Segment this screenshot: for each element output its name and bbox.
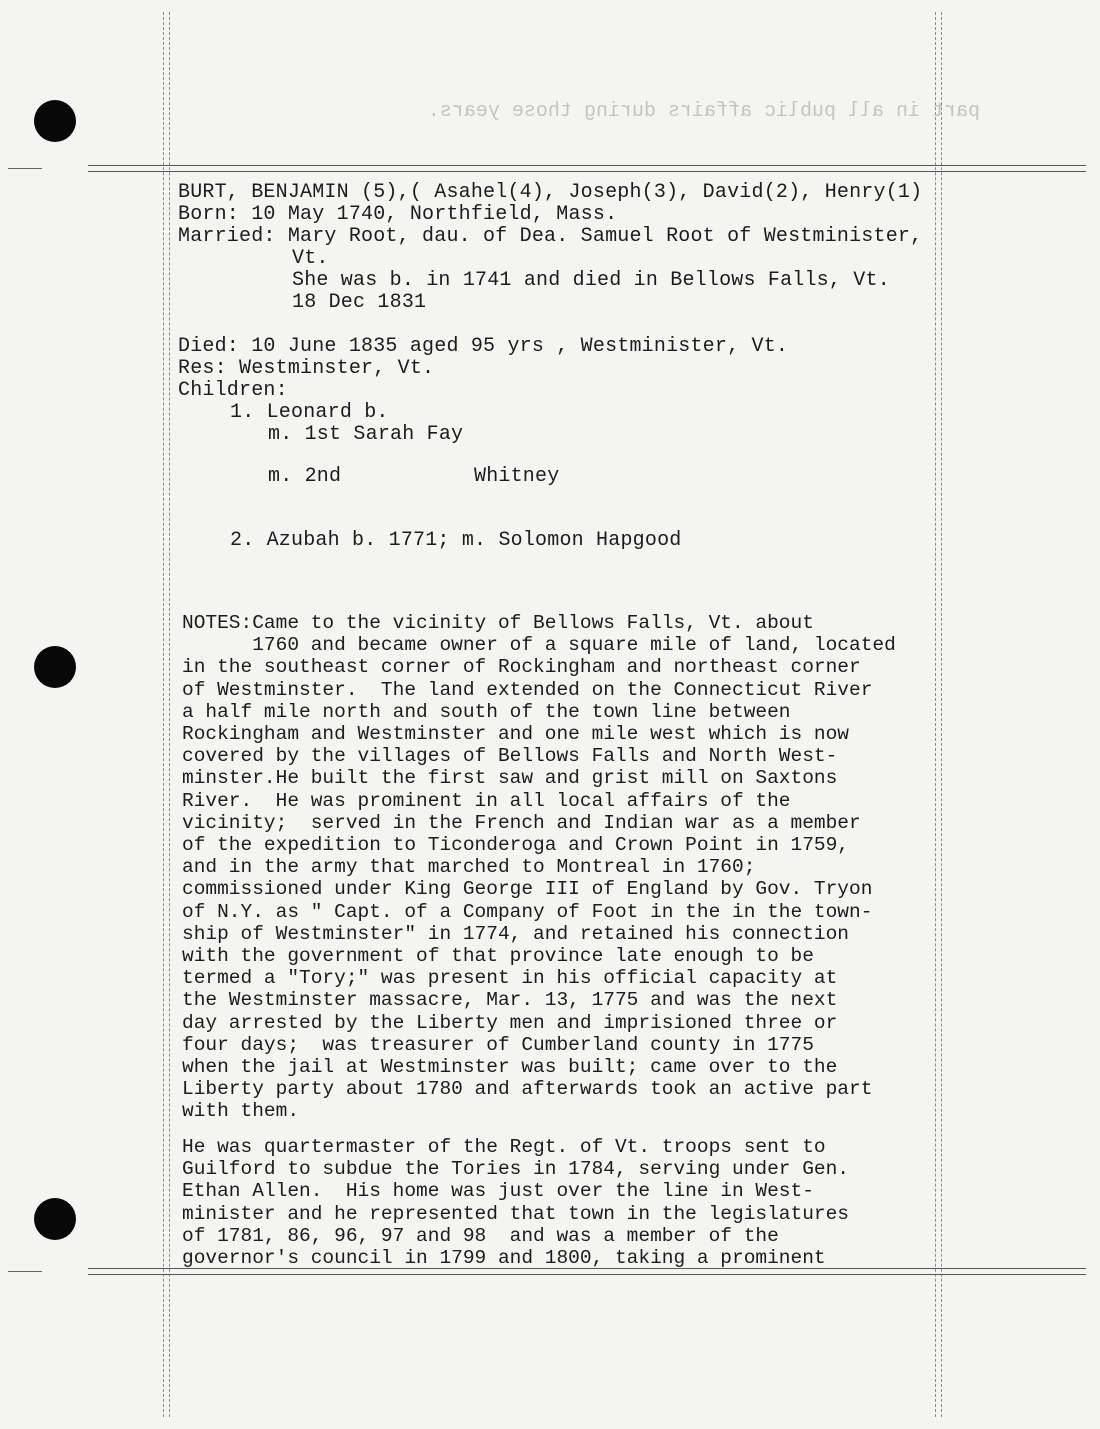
- notes-line: termed a "Tory;" was present in his official capacity at: [182, 967, 838, 990]
- notes-line: with them.: [182, 1100, 300, 1123]
- notes-line: day arrested by the Liberty men and imprisioned three or: [182, 1011, 838, 1034]
- notes-line: Liberty party about 1780 and afterwards took an active part: [182, 1078, 873, 1101]
- name-line: BURT, BENJAMIN (5),( Asahel(4), Joseph(3), David(2), Henry(1): [178, 181, 923, 204]
- service-line: governor's council in 1799 and 1800, taking a prominent: [182, 1247, 826, 1270]
- notes-line: of the expedition to Ticonderoga and Crown Point in 1759,: [182, 834, 850, 857]
- children-label: Children:: [178, 379, 288, 402]
- binder-hole-top: [34, 100, 76, 142]
- notes-line: when the jail at Westminster was built; came over to the: [182, 1056, 838, 1079]
- notes-paragraph: [182, 612, 972, 1123]
- notes-line: the Westminster massacre, Mar. 13, 1775 and was the next: [182, 989, 838, 1012]
- service-line: He was quartermaster of the Regt. of Vt. troops sent to: [182, 1136, 826, 1158]
- left-margin-line-2: [169, 12, 170, 1417]
- child-1-line-2: m. 1st Sarah Fay: [268, 423, 464, 446]
- notes-line: in the southeast corner of Rockingham and northeast corner: [182, 656, 861, 679]
- notes-line: four days; was treasurer of Cumberland county in 1775: [182, 1033, 814, 1056]
- child-1-line-3a: m. 2nd: [268, 465, 342, 488]
- notes-line: NOTES:Came to the vicinity of Bellows Falls, Vt. about: [182, 612, 814, 634]
- service-line: Guilford to subdue the Tories in 1784, serving under Gen.: [182, 1158, 850, 1181]
- bottom-edge-tick: [8, 1271, 42, 1272]
- notes-line: River. He was prominent in all local affairs of the: [182, 789, 791, 812]
- notes-line: Rockingham and Westminster and one mile west which is now: [182, 723, 850, 746]
- died-line: Died: 10 June 1835 aged 95 yrs , Westminister, Vt.: [178, 335, 789, 358]
- married-line-4: 18 Dec 1831: [292, 291, 427, 314]
- bottom-rule-2: [88, 1274, 1086, 1275]
- service-line: of 1781, 86, 96, 97 and 98 and was a member of the: [182, 1224, 779, 1247]
- bleed-through-text: part in all public affairs during those years.: [427, 100, 980, 123]
- service-paragraph: [182, 1136, 972, 1269]
- top-rule: [88, 165, 1086, 166]
- married-line-2: Vt.: [292, 247, 329, 270]
- child-1-line-3b: Whitney: [474, 465, 560, 488]
- binder-hole-middle: [34, 646, 76, 688]
- notes-line: of N.Y. as " Capt. of a Company of Foot in the in the town-: [182, 900, 873, 923]
- residence-line: Res: Westminster, Vt.: [178, 357, 435, 380]
- born-line: Born: 10 May 1740, Northfield, Mass.: [178, 203, 618, 226]
- notes-line: a half mile north and south of the town line between: [182, 700, 791, 723]
- notes-line: commissioned under King George III of England by Gov. Tryon: [182, 878, 873, 901]
- top-rule-2: [88, 171, 1086, 172]
- left-margin-line: [163, 12, 164, 1417]
- service-line: Ethan Allen. His home was just over the line in West-: [182, 1180, 814, 1203]
- notes-line: ship of Westminster" in 1774, and retained his connection: [182, 922, 850, 945]
- binder-hole-bottom: [34, 1198, 76, 1240]
- notes-line: and in the army that marched to Montreal in 1760;: [182, 856, 756, 879]
- child-2-line-1: 2. Azubah b. 1771; m. Solomon Hapgood: [230, 529, 682, 552]
- notes-line: of Westminster. The land extended on the Connecticut River: [182, 678, 873, 701]
- notes-line: vicinity; served in the French and Indian war as a member: [182, 811, 861, 834]
- notes-line: with the government of that province late enough to be: [182, 945, 814, 968]
- notes-line: covered by the villages of Bellows Falls and North West-: [182, 745, 838, 768]
- married-line-3: She was b. in 1741 and died in Bellows Falls, Vt.: [292, 269, 890, 292]
- notes-line: 1760 and became owner of a square mile of land, located: [182, 634, 896, 657]
- notes-line: minster.He built the first saw and grist mill on Saxtons: [182, 767, 838, 790]
- service-line: minister and he represented that town in the legislatures: [182, 1202, 850, 1225]
- married-line-1: Married: Mary Root, dau. of Dea. Samuel Root of Westminister,: [178, 225, 923, 248]
- child-1-line-1: 1. Leonard b.: [230, 401, 389, 424]
- top-edge-tick: [8, 168, 42, 169]
